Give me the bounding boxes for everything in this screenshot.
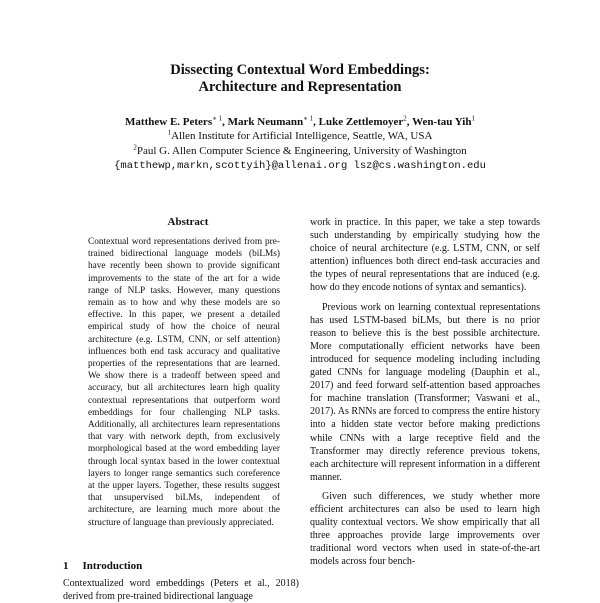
author-mark: ∗ 1 xyxy=(303,114,314,123)
section-title: Introduction xyxy=(82,560,143,572)
abstract-heading: Abstract xyxy=(167,216,209,228)
paragraph: Given such differences, we study whether more efficient architectures can also be used to learn high quality contextual vectors. We show empirically that all three approaches provide large improvements over traditional word vectors when used in state-of-the-art models across four bench- xyxy=(310,490,540,568)
section-number: 1 xyxy=(63,560,69,572)
author-separator: , xyxy=(222,116,228,128)
affiliation-text: Allen Institute for Artificial Intelligence, Seattle, WA, USA xyxy=(171,130,433,142)
section-heading-introduction xyxy=(63,560,142,572)
author-mark: 1 xyxy=(471,114,475,123)
author-name: Wen-tau Yih xyxy=(412,116,472,128)
affiliation-2 xyxy=(0,145,600,158)
abstract-body: Contextual word representations derived from pre-trained bidirectional language models (biLMs) have recently been shown to provide significant improvements to the state of the art for a wide range of NLP tasks. However, many questions remain as to how and why these models are so effective. In this paper, we present a detailed empirical study of how the choice of neural architecture (e.g. LSTM, CNN, or self attention) influences both end task accuracy and qualitative properties of the representations that are learned. We show there is a tradeoff between speed and accuracy, but all architectures learn high quality contextual representations that outperform word embeddings for four challenging NLP tasks. Additionally, all architectures learn representations that vary with network depth, from exclusively morphological based at the word embedding layer through local syntax based in the lower contextual layers to longer range semantics such coreference at the upper layers. Together, these results suggest that unsupervised biLMs, independent of architecture, are learning much more about the structure of language than previously appreciated. xyxy=(88,237,280,528)
paragraph: Previous work on learning contextual representations has used LSTM-based biLMs, but there is no prior reason to believe this is the best possible architecture. More computationally efficient networks have been introduced for sequence modeling including including gated CNNs for language modeling (Dauphin et al., 2017) and feed forward self-attention based approaches for machine translation (Transformer; Vaswani et al., 2017). As RNNs are forced to compress the entire history into a hidden state vector before making predictions while CNNs with a large receptive field and the Transformer may directly reference previous tokens, each architecture will represent information in a different manner. xyxy=(310,301,540,483)
paragraph: work in practice. In this paper, we take a step towards such understanding by empirically studying how the choice of neural architecture (e.g. LSTM, CNN, or self attention) influences both direct end-task accuracies and the types of neural representations that are induced (e.g. how do they encode notions of syntax and semantics). xyxy=(310,217,540,294)
paper-title xyxy=(0,62,600,96)
affiliation-mark: 1 xyxy=(167,128,172,137)
right-column xyxy=(310,216,540,574)
affiliation-text: Paul G. Allen Computer Science & Engineering, University of Washington xyxy=(136,145,467,157)
author-list xyxy=(0,116,600,129)
introduction-body: Contextualized word embeddings (Peters et al., 2018) derived from pre-trained bidirectional language xyxy=(63,578,299,602)
author-separator: , xyxy=(406,116,413,128)
author-emails: {matthewp,markn,scottyih}@allenai.org lsz@cs.washington.edu xyxy=(114,160,486,172)
affiliation-1 xyxy=(0,130,600,143)
author-mark: ∗ 1 xyxy=(212,114,223,123)
author-name: Matthew E. Peters xyxy=(125,116,213,128)
author-mark: 2 xyxy=(403,114,407,123)
affiliation-mark: 2 xyxy=(133,143,137,152)
author-name: Mark Neumann xyxy=(227,116,304,128)
title-line-1: Dissecting Contextual Word Embeddings: xyxy=(170,62,430,78)
author-separator: , xyxy=(313,116,319,128)
author-name: Luke Zettlemoyer xyxy=(318,116,404,128)
title-line-2: Architecture and Representation xyxy=(198,79,402,95)
